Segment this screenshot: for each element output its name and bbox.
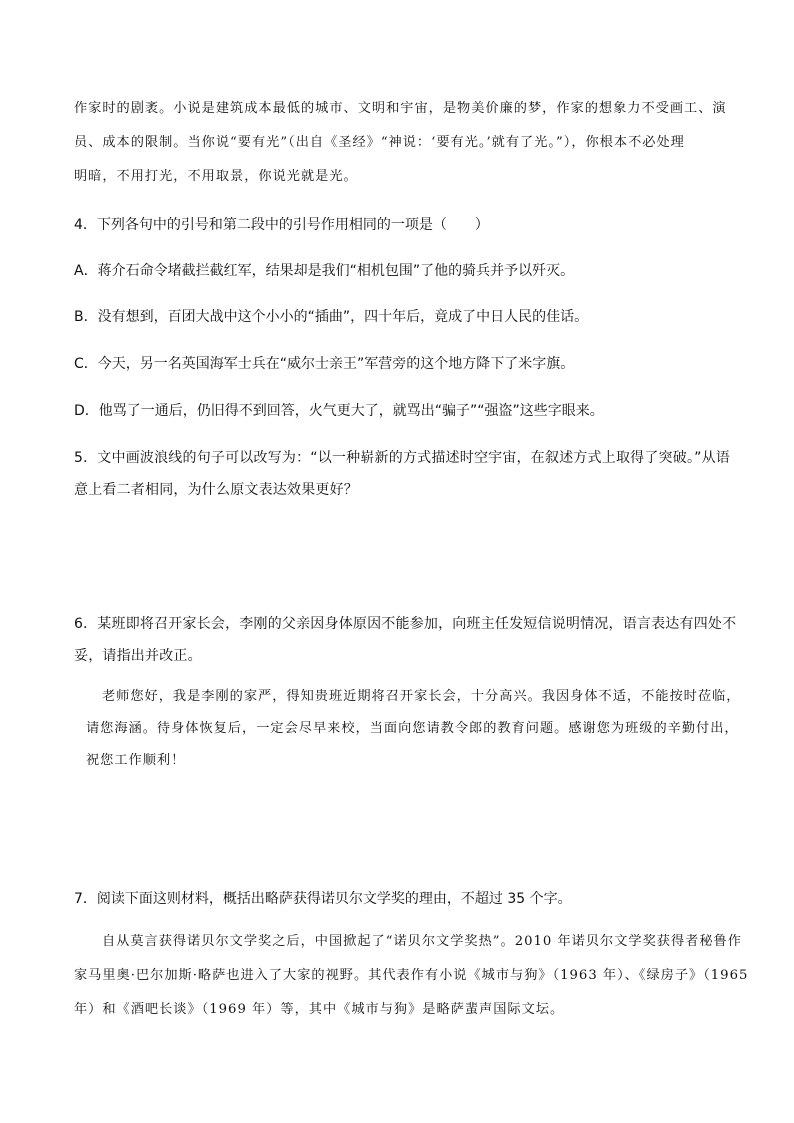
passage-excerpt [74, 92, 734, 194]
passage-line: 员、成本的限制。当你说“要有光”（出自《圣经》“神说：‘要有光。’就有了光。”），你根本不必处理 [74, 135, 685, 150]
sms-message-line: 请您海涵。待身体恢复后，一定会尽早来校，当面向您请教令郎的教育问题。感谢您为班级的辛勤付出， [86, 721, 739, 736]
sms-message-line: 祝您工作顺利！ [86, 753, 186, 768]
question-6-line: 6．某班即将召开家长会，李刚的父亲因身体原因不能参加，向班主任发短信说明情况，语言表达有四处不 [74, 616, 737, 632]
material-line: 自从莫言获得诺贝尔文学奖之后，中国掀起了“诺贝尔文学奖热”。2010 年诺贝尔文学奖获得者秘鲁作 [102, 934, 742, 949]
passage-line: 明暗，不用打光，不用取景，你说光就是光。 [74, 169, 358, 184]
question-6 [74, 608, 737, 672]
sms-message-line: 老师您好，我是李刚的家严，得知贵班近期将召开家长会，十分高兴。我因身体不适，不能按时莅临， [102, 689, 741, 704]
material-line: 年）和《酒吧长谈》（1969 年）等，其中《城市与狗》是略萨蜚声国际文坛。 [74, 1002, 565, 1017]
question-5-line: 5．文中画波浪线的句子可以改写为：“以一种崭新的方式描述时空宇宙，在叙述方式上取得了突破。”从语 [74, 450, 731, 466]
passage-line: 作家时的剧袤。小说是建筑成本最低的城市、文明和宇宙，是物美价廉的梦，作家的想象力不受画工、演 [74, 101, 727, 116]
question-4-option-d: D．他骂了一通后，仍旧得不到回答，火气更大了，就骂出“骗子”“强盗”这些字眼来。 [74, 403, 604, 419]
question-5-line: 意上看二者相同，为什么原文表达效果更好？ [74, 482, 358, 498]
question-5 [74, 442, 734, 506]
question-7-material [74, 925, 749, 1027]
material-line: 家马里奥·巴尔加斯·略萨也进入了大家的视野。其代表作有小说《城市与狗》（1963 年）、《绿房子》（1965 [74, 968, 749, 983]
question-7-stem: 7．阅读下面这则材料，概括出略萨获得诺贝尔文学奖的理由，不超过 35 个字。 [74, 891, 572, 907]
question-4-option-a: A．蒋介石命令堵截拦截红军，结果却是我们“相机包围”了他的骑兵并予以歼灭。 [74, 263, 575, 279]
question-4-option-b: B．没有想到，百团大战中这个小小的“插曲”，四十年后，竟成了中日人民的佳话。 [74, 309, 589, 325]
question-4-stem: 4．下列各句中的引号和第二段中的引号作用相同的一项是（ ） [74, 217, 489, 233]
sms-message [74, 681, 741, 777]
question-4-option-c: C．今天，另一名英国海军士兵在“威尔士亲王”军营旁的这个地方降下了米字旗。 [74, 356, 575, 372]
question-6-line: 妥，请指出并改正。 [74, 648, 202, 664]
